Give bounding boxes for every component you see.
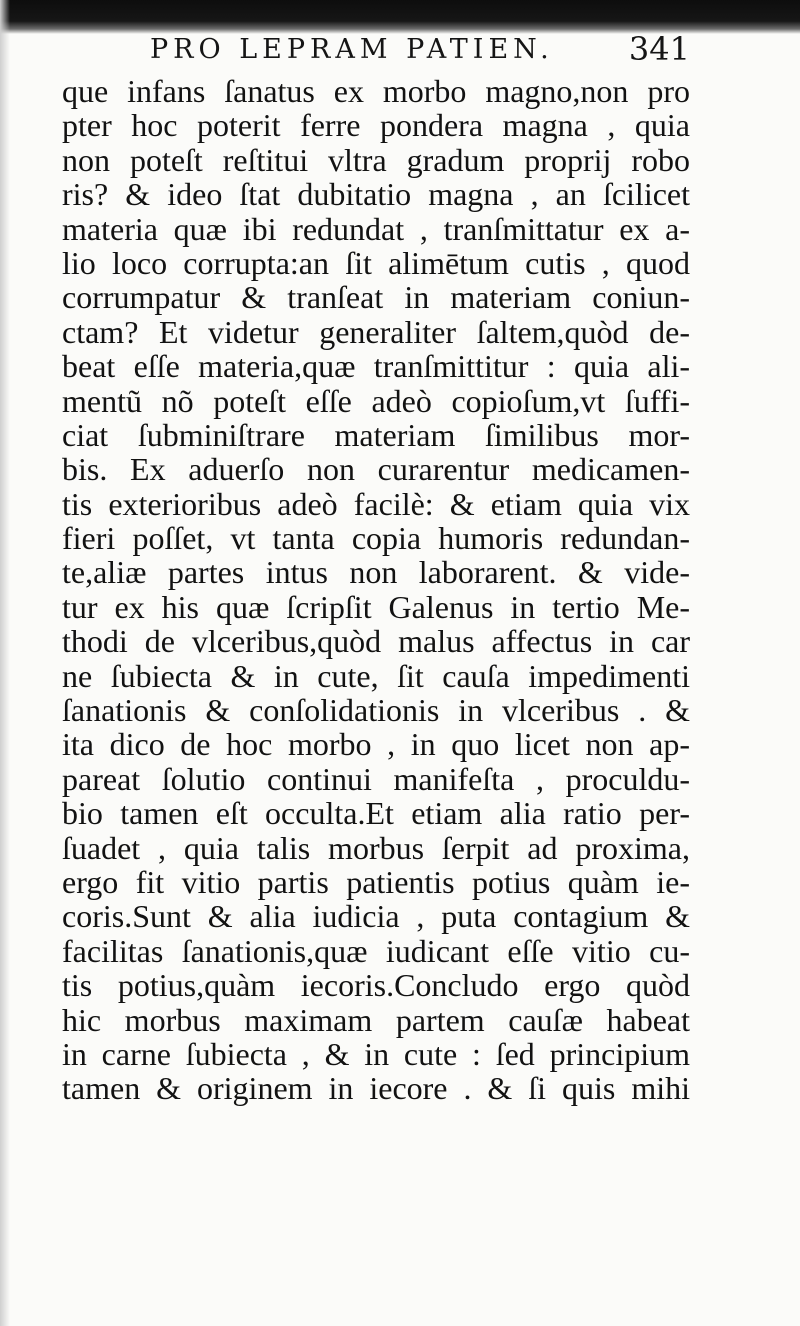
text-line: corrumpatur & tranſeat in materiam coniun-	[62, 279, 690, 316]
text-line: hic morbus maximam partem cauſæ habeat	[62, 1001, 690, 1038]
text-line: ſanationis & conſolidationis in vlceribus . &	[62, 692, 690, 729]
text-line: coris.Sunt & alia iudicia , puta contagium &	[62, 898, 690, 935]
text-line: tur ex his quæ ſcripſit Galenus in tertio Me-	[62, 588, 690, 625]
text-line: in carne ſubiecta , & in cute : ſed principium	[62, 1035, 690, 1072]
text-line: lio loco corrupta:an ſit alimētum cutis , quod	[62, 244, 690, 281]
text-line: pareat ſolutio continui manifeſta , proculdu-	[62, 760, 690, 797]
text-line: ne ſubiecta & in cute, ſit cauſa impedimenti	[62, 657, 690, 694]
text-line: bis. Ex aduerſo non curarentur medicamen-	[62, 451, 690, 488]
text-line: ciat ſubminiſtrare materiam ſimilibus mor-	[62, 416, 690, 453]
text-line: ctam? Et videtur generaliter ſaltem,quòd de-	[62, 313, 690, 350]
scan-top-edge	[0, 0, 800, 34]
text-line: te,aliæ partes intus non laborarent. & vide-	[62, 554, 690, 591]
text-line: que infans ſanatus ex morbo magno,non pro	[62, 73, 690, 109]
page-number: 341	[628, 30, 690, 68]
running-head-title: PRO LEPRAM PATIEN.	[150, 34, 554, 65]
text-line: tis potius,quàm iecoris.Concludo ergo quòd	[62, 967, 690, 1004]
text-line: materia quæ ibi redundat , tranſmittatur ex a-	[62, 210, 690, 247]
text-line: pter hoc poterit ferre pondera magna , quia	[62, 107, 690, 144]
text-line: mentũ nõ poteſt eſſe adeò copioſum,vt ſuffi-	[62, 382, 690, 419]
text-line: beat eſſe materia,quæ tranſmittitur : quia ali-	[62, 348, 690, 385]
text-line: non poteſt reſtitui vltra gradum proprij robo	[62, 141, 690, 178]
text-line: tamen & originem in iecore . & ſi quis mihi	[62, 1070, 690, 1107]
text-line: fieri poſſet, vt tanta copia humoris redundan-	[62, 520, 690, 557]
text-line: thodi de vlceribus,quòd malus affectus in car	[62, 623, 690, 660]
text-line: bio tamen eſt occulta.Et etiam alia ratio per-	[62, 795, 690, 832]
text-line: ris? & ideo ſtat dubitatio magna , an ſcilicet	[62, 176, 690, 213]
body-text	[62, 74, 690, 1106]
text-line: facilitas ſanationis,quæ iudicant eſſe vitio cu-	[62, 932, 690, 969]
scan-left-shadow	[0, 0, 10, 1326]
text-line: tis exterioribus adeò facilè: & etiam quia vix	[62, 485, 690, 522]
running-head	[150, 30, 690, 78]
text-line: ſuadet , quia talis morbus ſerpit ad proxima,	[62, 829, 690, 866]
text-line: ita dico de hoc morbo , in quo licet non ap-	[62, 726, 690, 763]
text-line: ergo fit vitio partis patientis potius quàm ie-	[62, 863, 690, 900]
